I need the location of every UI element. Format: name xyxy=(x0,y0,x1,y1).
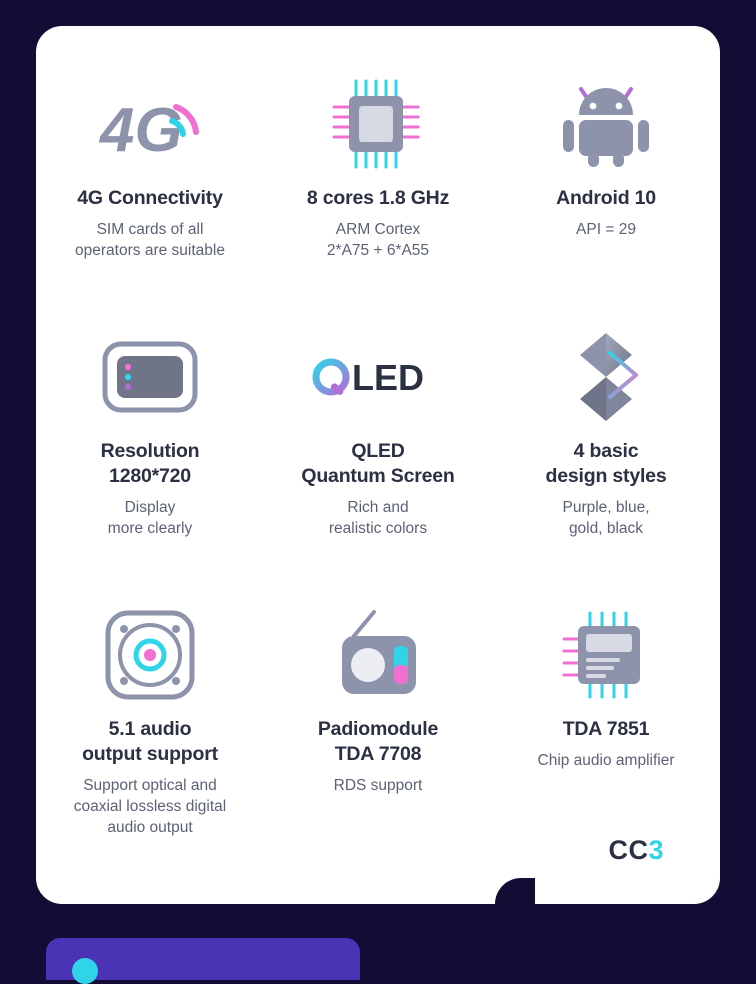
feature-subtitle: Rich and realistic colors xyxy=(328,499,428,537)
screen-resolution-icon xyxy=(48,323,252,431)
feature-cell-android-10 xyxy=(492,70,720,261)
feature-cell-8-cores xyxy=(264,70,492,261)
speaker-icon xyxy=(48,601,252,709)
feature-title: 5.1 audio output support xyxy=(82,718,218,765)
feature-subtitle: RDS support xyxy=(333,777,423,794)
brand-suffix: 3 xyxy=(648,835,664,865)
bottom-dot-icon xyxy=(72,958,98,984)
feature-grid xyxy=(36,70,720,838)
row-spacer xyxy=(36,539,720,601)
feature-cell-audio-output xyxy=(36,601,264,838)
radio-icon xyxy=(276,601,480,709)
feature-subtitle: Chip audio amplifier xyxy=(537,752,675,769)
amplifier-chip-icon xyxy=(504,601,708,709)
feature-subtitle: Purple, blue, gold, black xyxy=(562,499,650,537)
feature-title: 4 basic design styles xyxy=(545,440,667,487)
row-spacer xyxy=(36,261,720,323)
android-robot-icon xyxy=(504,70,708,178)
feature-subtitle: Display more clearly xyxy=(107,499,193,537)
spec-card xyxy=(36,26,720,904)
feature-title: TDA 7851 xyxy=(562,718,650,740)
svg-text:LED: LED xyxy=(352,357,424,398)
feature-cell-tda-7851 xyxy=(492,601,720,838)
svg-text:4G: 4G xyxy=(100,96,183,163)
qled-logo-icon xyxy=(276,323,480,431)
feature-title: 4G Connectivity xyxy=(77,187,223,209)
feature-subtitle: ARM Cortex 2*A75 + 6*A55 xyxy=(326,221,430,259)
feature-cell-4g-connectivity xyxy=(36,70,264,261)
feature-cell-qled xyxy=(264,323,492,539)
feature-title: QLED Quantum Screen xyxy=(301,440,455,487)
feature-title: Padiomodule TDA 7708 xyxy=(317,718,439,765)
feature-subtitle: SIM cards of all operators are suitable xyxy=(75,221,225,259)
feature-title: Android 10 xyxy=(556,187,656,209)
feature-subtitle: API = 29 xyxy=(576,221,636,238)
design-styles-icon xyxy=(504,323,708,431)
feature-title: 8 cores 1.8 GHz xyxy=(306,187,450,209)
4g-signal-icon xyxy=(48,70,252,178)
brand-prefix: CC xyxy=(608,835,649,865)
cpu-chip-icon xyxy=(276,70,480,178)
feature-cell-resolution xyxy=(36,323,264,539)
feature-cell-design-styles xyxy=(492,323,720,539)
feature-title: Resolution 1280*720 xyxy=(100,440,200,487)
brand-logo xyxy=(608,835,664,866)
feature-cell-radiomodule xyxy=(264,601,492,838)
feature-subtitle: Support optical and coaxial lossless digital audio output xyxy=(73,777,227,836)
